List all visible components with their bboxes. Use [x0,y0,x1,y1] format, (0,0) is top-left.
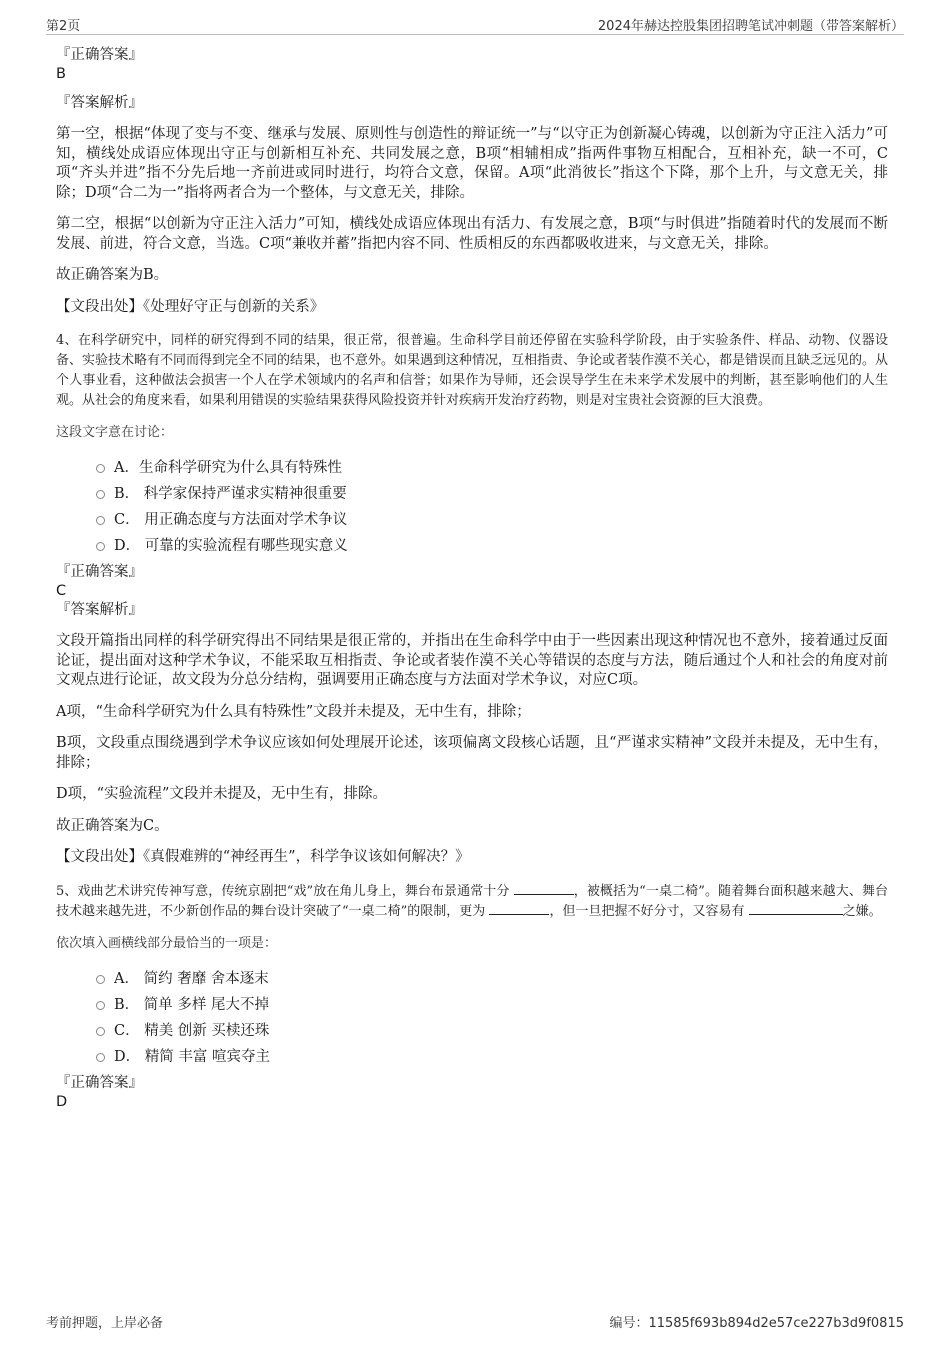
option-list [56,455,888,559]
option-c[interactable] [96,1018,888,1044]
analysis-paragraph: B项，文段重点围绕遇到学术争议应该如何处理展开论述，该项偏离文段核心话题，且“严谨求实精神”文段并未提及，无中生有，排除； [56,735,888,771]
question-stem: 这段文字意在讨论： [56,425,174,440]
option-d[interactable] [96,1044,888,1070]
answer-value: B [56,66,66,82]
answer-label: 『正确答案』 [56,564,143,580]
question-text [56,882,888,922]
option-a[interactable] [96,455,888,481]
page-header [46,14,904,35]
analysis-label: 『答案解析』 [56,602,143,618]
option-d[interactable] [96,533,888,559]
page-body [56,46,888,1112]
option-c[interactable] [96,507,888,533]
question-part: 5、戏曲艺术讲究传神写意，传统京剧把“戏”放在角儿身上，舞台布景通常十分 [56,883,510,899]
radio-icon[interactable] [96,490,105,499]
page-number: 第2页 [46,19,81,34]
question-part: 之嫌。 [842,903,882,919]
analysis-label: 『答案解析』 [56,95,143,111]
question-stem: 依次填入画横线部分最恰当的一项是： [56,935,278,951]
source-citation: 【文段出处】《处理好守正与创新的关系》 [56,298,325,315]
answer-value: C [56,583,67,599]
analysis-conclusion: 故正确答案为B。 [56,267,169,283]
radio-icon[interactable] [96,1053,105,1062]
option-list [56,966,888,1070]
radio-icon[interactable] [96,542,105,551]
option-label: B． 科学家保持严谨求实精神很重要 [114,486,347,502]
radio-icon[interactable] [96,516,105,525]
footer-slogan: 考前押题，上岸必备 [46,1316,164,1331]
analysis-paragraph: 文段开篇指出同样的科学研究得出不同结果是很正常的，并指出在生命科学中由于一些因素出现这种情况也不意外，接着通过反面论证，提出面对这种学术争议，不能采取互相指责、争论或者装作漠不关心等错误的态度与方法，随后通过个人和社会的角度对前文观点进行论证，故文段为分总分结构，强调要用正确态度与方法面对学术争议，对应C项。 [56,633,888,688]
analysis-paragraph: 第一空，根据“体现了变与不变、继承与发展、原则性与创造性的辩证统一”与“以守正为创新凝心铸魂，以创新为守正注入活力”可知，横线处成语应体现出守正与创新相互补充、共同发展之意，B项“相辅相成”指两件事物互相配合，互相补充，缺一不可，C项“齐头并进”指不分先后地一齐前进或同时进行，均符合文意，保留。A项“此消彼长”指这个下降，那个上升，与文意无关，排除；D项“合二为一”指将两者合为一个整体，与文意无关，排除。 [56,126,888,201]
radio-icon[interactable] [96,975,105,984]
analysis-paragraph: D项，“实验流程”文段并未提及，无中生有，排除。 [56,786,387,802]
fill-blank [514,882,574,895]
option-label: A． 简约 奢靡 舍本逐末 [114,970,269,987]
option-a[interactable] [96,966,888,992]
answer-label: 『正确答案』 [56,1074,143,1091]
document-code: 编号：11585f693b894d2e57ce227b3d9f0815 [609,1316,904,1331]
answer-label: 『正确答案』 [56,47,143,63]
source-citation: 【文段出处】《真假难辨的“神经再生”，科学争议该如何解决？》 [56,849,470,865]
option-label: D． 可靠的实验流程有哪些现实意义 [114,538,348,554]
option-label: C． 用正确态度与方法面对学术争议 [114,512,348,528]
radio-icon[interactable] [96,1001,105,1010]
question-part: ，但一旦把握不好分寸，又容易有 [549,903,745,919]
analysis-paragraph: A项，“生命科学研究为什么具有特殊性”文段并未提及，无中生有，排除； [56,703,531,720]
option-label: C． 精美 创新 买椟还珠 [114,1022,270,1039]
fill-blank [489,902,549,915]
option-label: B． 简单 多样 尾大不掉 [114,996,269,1013]
fill-blank [749,902,843,915]
analysis-conclusion: 故正确答案为C。 [56,817,169,834]
answer-value: D [56,1093,68,1110]
analysis-paragraph: 第二空，根据“以创新为守正注入活力”可知，横线处成语应体现出有活力、有发展之意，B项“与时俱进”指随着时代的发展而不断发展、前进，符合文意，当选。C项“兼收并蓄”指把内容不同、性质相反的东西都吸收进来，与文意无关，排除。 [56,216,888,252]
radio-icon[interactable] [96,1027,105,1036]
option-b[interactable] [96,481,888,507]
option-b[interactable] [96,992,888,1018]
question-text: 4、在科学研究中，同样的研究得到不同的结果，很正常，很普遍。生命科学目前还停留在实验科学阶段，由于实验条件、样品、动物、仪器设备、实验技术略有不同而得到完全不同的结果，也不意外。如果遇到这种情况，互相指责、争论或者装作漠不关心，都是错误而且缺乏远见的。从个人事业看，这种做法会损害一个人在学术领域内的名声和信誉；如果作为导师，还会误导学生在未来学术发展中的判断，甚至影响他们的人生观。从社会的角度来看，如果利用错误的实验结果获得风险投资并针对疾病开发治疗药物，则是对宝贵社会资源的巨大浪费。 [56,333,889,408]
option-label: D． 精简 丰富 喧宾夺主 [114,1048,270,1065]
radio-icon[interactable] [96,464,105,473]
document-title: 2024年赫达控股集团招聘笔试冲刺题（带答案解析） [597,19,904,34]
question-part: ，被概括为“一桌二椅”。随着舞台面积越来越大、舞台技术越来越先进，不少新创作品的舞台设计突破了“一桌二椅”的限制，更为 [56,883,888,919]
option-label: A．生命科学研究为什么具有特殊性 [114,460,342,476]
